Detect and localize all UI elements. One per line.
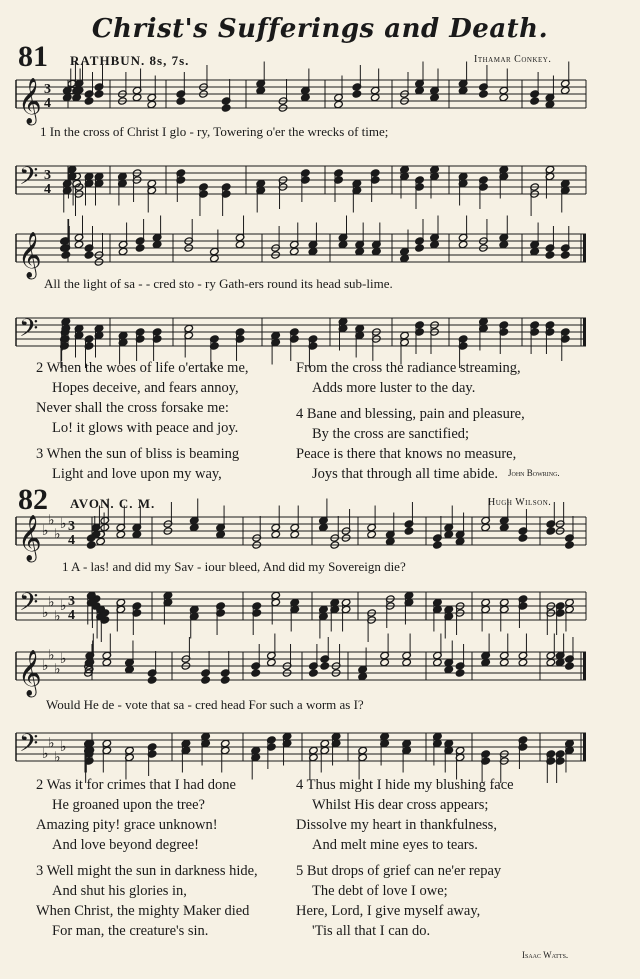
note-head <box>72 93 82 101</box>
hymn-81-verses-left <box>36 358 249 484</box>
note-head <box>301 93 311 101</box>
hymn-81-lyric-line-2: All the light of sa - - cred sto - ry Gath-ers round its head sub-lime. <box>44 276 393 291</box>
verse-line: For man, the creature's sin. <box>52 923 209 939</box>
hymn-81-verses-right <box>296 358 525 484</box>
flat-sign: ♭ <box>54 526 61 543</box>
note-head <box>152 240 162 248</box>
note-head <box>545 100 555 108</box>
note-head <box>458 240 468 248</box>
note-head <box>271 530 281 538</box>
verse-line: 4 Thus might I hide my blushing face <box>296 777 514 793</box>
note-head <box>176 97 186 105</box>
note-head <box>84 251 94 259</box>
note-head <box>267 658 277 666</box>
note-head <box>210 254 220 262</box>
treble-clef-icon: 𝄞 <box>18 650 42 696</box>
note-head <box>309 669 319 677</box>
note-head <box>433 541 443 549</box>
note-head <box>116 530 126 538</box>
note-head <box>518 658 528 666</box>
note-head <box>372 247 382 255</box>
flat-sign: ♭ <box>42 605 49 621</box>
hymn-82-verses-right <box>296 775 514 941</box>
bass-clef-icon: 𝄢 <box>19 314 39 349</box>
note-head <box>320 662 330 670</box>
flat-sign: ♭ <box>48 647 55 664</box>
verse-line: 3 Well might the sun in darkness hide, <box>36 863 258 879</box>
note-head <box>415 86 425 94</box>
note-head <box>415 244 425 252</box>
time-signature-top: 3 <box>68 519 75 534</box>
flat-sign: ♭ <box>60 598 67 614</box>
time-signature-top: 3 <box>44 168 51 183</box>
note-head <box>444 665 454 673</box>
note-head <box>530 247 540 255</box>
treble-clef-icon: 𝄞 <box>18 515 42 561</box>
note-head <box>400 254 410 262</box>
note-head <box>546 658 556 666</box>
time-signature-top: 3 <box>68 594 75 609</box>
note-head <box>86 541 96 549</box>
note-head <box>404 527 414 535</box>
note-head <box>189 523 199 531</box>
tune-name-avon: AVON. C. M. <box>70 496 156 511</box>
note-head <box>560 86 570 94</box>
note-head <box>565 541 575 549</box>
note-head <box>74 240 84 248</box>
flat-sign: ♭ <box>48 594 55 611</box>
note-head <box>135 244 145 252</box>
verse-line: And shut his glories in, <box>52 883 187 899</box>
verse-line: And melt mine eyes to tears. <box>312 837 478 853</box>
note-head <box>380 658 390 666</box>
hymn-82-lyric-line-2: Would He de - vote that sa - cred head For such a worm as I? <box>46 697 364 712</box>
note-head <box>147 676 157 684</box>
note-head <box>100 523 110 531</box>
note-head <box>546 527 556 535</box>
note-head <box>61 251 71 259</box>
time-signature-top: 3 <box>44 82 51 97</box>
verse-line: Never shall the cross forsake me: <box>36 400 229 416</box>
treble-clef-icon: 𝄞 <box>18 78 42 124</box>
note-head <box>560 251 570 259</box>
flat-sign: ♭ <box>54 749 61 766</box>
verse-line: 4 Bane and blessing, pain and pleasure, <box>296 406 525 422</box>
note-head <box>518 534 528 542</box>
note-head <box>220 676 230 684</box>
page-title: Christ's Sufferings and Death. <box>91 14 549 44</box>
note-head <box>481 658 491 666</box>
flat-sign: ♭ <box>42 523 49 539</box>
verse-line: From the cross the radiance streaming, <box>296 360 521 376</box>
note-head <box>147 100 157 108</box>
flat-sign: ♭ <box>60 739 67 755</box>
note-head <box>430 93 440 101</box>
note-head <box>530 97 540 105</box>
note-head <box>235 240 245 248</box>
note-head <box>289 247 299 255</box>
note-head <box>290 530 300 538</box>
note-head <box>499 523 509 531</box>
flat-sign: ♭ <box>48 735 55 752</box>
time-signature-bottom: 4 <box>44 182 51 197</box>
flat-sign: ♭ <box>54 608 61 625</box>
flat-sign: ♭ <box>42 658 49 674</box>
note-head <box>352 90 362 98</box>
note-head <box>433 658 443 666</box>
verse-line: Hopes deceive, and fears annoy, <box>52 380 239 396</box>
note-head <box>216 530 226 538</box>
verse-line: 2 When the woes of life o'ertake me, <box>36 360 249 376</box>
verse-line: And love beyond degree! <box>52 837 199 853</box>
verse-line: 3 When the sun of bliss is beaming <box>36 446 240 462</box>
note-head <box>370 93 380 101</box>
note-head <box>455 669 465 677</box>
flat-sign: ♭ <box>48 512 55 529</box>
note-head <box>334 100 344 108</box>
note-head <box>251 669 261 677</box>
verse-line: When Christ, the mighty Maker died <box>36 903 250 919</box>
verse-line: 'Tis all that I can do. <box>312 923 431 939</box>
bass-clef-icon: 𝄢 <box>19 588 39 623</box>
composer-82: Hugh Wilson. <box>488 497 552 508</box>
flat-sign: ♭ <box>42 746 49 762</box>
note-head <box>499 93 509 101</box>
verse-line: Whilst His dear cross appears; <box>312 797 489 813</box>
note-head <box>125 665 135 673</box>
hymn-number-82: 82 <box>18 483 48 516</box>
verse-line: The debt of love I owe; <box>312 883 448 899</box>
note-head <box>221 104 231 112</box>
note-head <box>479 90 489 98</box>
note-head <box>319 523 329 531</box>
verse-line: Lo! it glows with peace and joy. <box>52 420 239 436</box>
note-head <box>385 537 395 545</box>
note-head <box>430 240 440 248</box>
tune-name-rathbun: RATHBUN. 8s, 7s. <box>70 53 190 68</box>
note-head <box>355 247 365 255</box>
note-head <box>555 658 565 666</box>
flat-sign: ♭ <box>60 651 67 667</box>
verse-line: 2 Was it for crimes that I had done <box>36 777 236 793</box>
verse-line: Dissolve my heart in thankfulness, <box>296 817 497 833</box>
note-head <box>256 86 266 94</box>
note-head <box>102 658 112 666</box>
verse-line: Peace is there that knows no measure, <box>296 446 517 462</box>
hymn-81-lyric-line-1: 1 In the cross of Christ I glo - ry, Towering o'er the wrecks of time; <box>40 124 389 139</box>
verse-line: Adds more luster to the day. <box>312 380 476 396</box>
bass-clef-icon: 𝄢 <box>19 729 39 764</box>
final-bar-thick <box>583 652 586 680</box>
hymn-number-81: 81 <box>18 40 48 73</box>
note-head <box>545 251 555 259</box>
note-head <box>308 247 318 255</box>
note-head <box>499 658 509 666</box>
verse-line: He groaned upon the tree? <box>52 797 205 813</box>
note-head <box>338 240 348 248</box>
time-signature-bottom: 4 <box>68 533 75 548</box>
note-head <box>481 523 491 531</box>
final-bar-thick <box>583 318 586 346</box>
note-head <box>132 530 142 538</box>
composer-81: Ithamar Conkey. <box>474 54 552 65</box>
note-head <box>458 86 468 94</box>
verse-line: Here, Lord, I give myself away, <box>296 903 481 919</box>
final-bar-thick <box>583 733 586 761</box>
hymn-82-verses-left <box>36 775 258 941</box>
time-signature-bottom: 4 <box>44 96 51 111</box>
note-head <box>84 97 94 105</box>
note-head <box>565 662 575 670</box>
note-head <box>444 530 454 538</box>
verse-line: By the cross are sanctified; <box>312 426 470 442</box>
time-signature-bottom: 4 <box>68 608 75 623</box>
note-head <box>499 240 509 248</box>
note-head <box>367 530 377 538</box>
note-head <box>402 658 412 666</box>
author-81: John Bowring. <box>508 468 560 478</box>
verse-line: Joys that through all time abide. <box>312 466 499 482</box>
note-head <box>118 247 128 255</box>
treble-clef-icon: 𝄞 <box>18 232 42 278</box>
note-head <box>201 676 211 684</box>
note-head <box>455 537 465 545</box>
verse-line: Light and love upon my way, <box>52 466 222 482</box>
note-head <box>132 93 142 101</box>
note-head <box>358 672 368 680</box>
author-82: Isaac Watts. <box>522 950 569 960</box>
verse-line: Amazing pity! grace unknown! <box>36 817 218 833</box>
note-head <box>96 537 106 545</box>
bass-clef-icon: 𝄢 <box>19 162 39 197</box>
note-head <box>62 93 72 101</box>
final-bar-thick <box>583 234 586 262</box>
flat-sign: ♭ <box>60 516 67 532</box>
hymn-82-lyric-line-1: 1 A - las! and did my Sav - iour bleed, And did my Sovereign die? <box>62 559 406 574</box>
note-head <box>94 90 104 98</box>
verse-line: 5 But drops of grief can ne'er repay <box>296 863 502 879</box>
flat-sign: ♭ <box>54 661 61 678</box>
